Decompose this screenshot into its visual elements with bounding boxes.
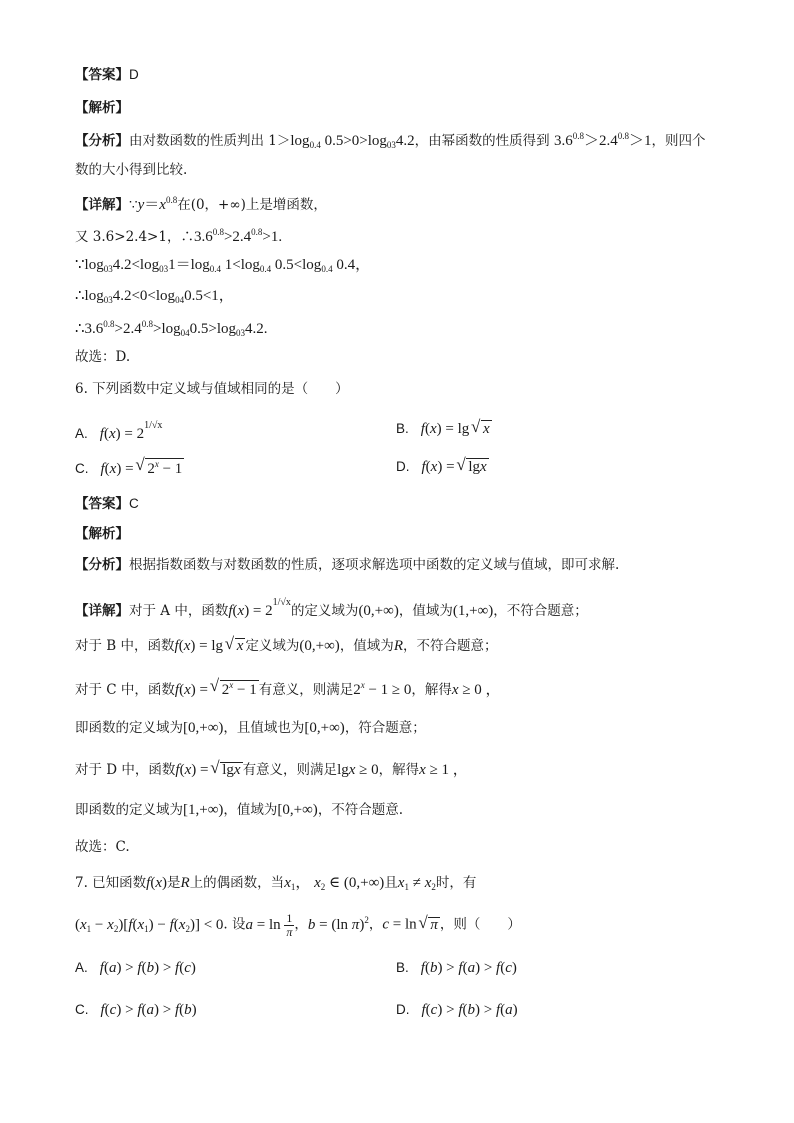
fenxi-text: ，由幂函数的性质得到 [414, 133, 554, 149]
math-expr: f [175, 762, 180, 778]
option-label: A. [75, 960, 88, 975]
math-expr: f [421, 459, 426, 475]
option-7d [396, 1002, 518, 1019]
answer-label: 【答案】 [75, 496, 129, 512]
math-expr: $3.6^{0.8}>2.4^{0.8}>1$ [553, 131, 652, 149]
math-expr: f(c) > f(a) > f(b) [100, 1002, 197, 1018]
body-text: ，值域为 [223, 802, 278, 818]
math-expr: $(x) = 2^{1/√x}$ [232, 597, 291, 619]
math-expr: f [100, 461, 105, 477]
math-expr: [0,+∞) [183, 720, 224, 736]
option-label: C. [75, 1002, 89, 1017]
xiangjie-line-6b [75, 638, 497, 654]
body-text: 定义域为 [245, 638, 300, 654]
xiangjie-line-6d [75, 721, 426, 736]
math-expr: $(x) = 2^{1/√x}$ [103, 420, 163, 442]
math-expr: $\therefore 3.6^{0.8}>2.4^{0.8}>\log_{04}0.5>\log_{03}4.2$. [75, 319, 268, 338]
xiangjie-line-6g [75, 841, 130, 855]
math-expr: x ≥ 0 ， [451, 682, 501, 698]
answer-line-5 [75, 68, 139, 83]
math-expr: f [228, 603, 233, 619]
body-text: ，解得 [411, 682, 452, 698]
math-expr: (1,+∞) [452, 603, 494, 619]
option-label: D. [396, 1002, 410, 1017]
fenxi-line-5b [75, 164, 187, 178]
math-expr: √ lgx [212, 762, 242, 778]
fenxi-text: 根据指数函数与对数函数的性质，逐项求解选项中函数的定义域与值域，即可求解. [129, 557, 620, 573]
body-text: 对于 A 中，函数 [129, 603, 229, 619]
math-expr: $(x_1 - x_2)[f(x_1) - f(x_2)] < 0$ [75, 916, 224, 934]
question-text: 是 [167, 875, 181, 891]
option-label: B. [396, 960, 409, 975]
option-7a [75, 960, 196, 977]
body-text: 又 3.6>2.4>1，∴ [75, 229, 194, 245]
math-expr: (x) = lg [424, 421, 473, 437]
xiangjie-label: 【详解】 [75, 197, 129, 213]
math-expr: f [99, 426, 104, 442]
body-text: 有意义，则满足 [242, 762, 338, 778]
math-expr: $\because\log_{03}4.2<\log_{03}1=\log_{0.4}$ $1<\log_{0.4}$ $0.5<\log_{0.4}$ 0.4， [75, 257, 371, 274]
body-text: ，不符合题意. [317, 802, 404, 818]
question-6-title [75, 383, 349, 397]
math-expr: √ π [420, 917, 440, 933]
body-text: ，不符合题意； [402, 638, 498, 654]
option-6b [396, 420, 492, 438]
math-expr: √ lgx [458, 458, 488, 476]
question-text: ， [294, 916, 308, 933]
line-5c [75, 289, 234, 305]
math-expr: $=x^{0.8}$ [144, 195, 178, 213]
xiangjie-line-6c [75, 680, 501, 698]
math-expr: (x) [150, 875, 168, 891]
math-expr: y [137, 197, 145, 213]
xiangjie-text: ∵ [129, 197, 138, 213]
math-expr: f(c) > f(b) > f(a) [421, 1002, 518, 1018]
body-text: 有意义，则满足 [258, 682, 354, 698]
body-text: ，解得 [378, 762, 420, 778]
line-5e [75, 351, 130, 365]
math-expr: b = (ln π)$^2$ [307, 914, 369, 933]
math-expr: c = ln [382, 916, 421, 933]
answer-value: D [129, 67, 139, 82]
math-expr: $\log_{0.4} 0.5>0>\log_{03}4.2$ [290, 133, 415, 150]
question-text: 6. 下列函数中定义域与值域相同的是（ ） [75, 381, 349, 397]
math-expr: $2^x - 1 \ge 0$ [353, 680, 412, 698]
math-expr: $x_1 \ne x_2$ [397, 875, 436, 892]
fenxi-label: 【分析】 [75, 133, 129, 149]
math-expr: a = ln $\frac{1}{\pi}$ [245, 911, 293, 939]
analysis-label-6 [75, 528, 129, 542]
analysis-label: 【解析】 [75, 526, 129, 542]
question-text: 时，有 [435, 875, 477, 891]
analysis-label-5 [75, 102, 129, 116]
question-7-line-1 [75, 876, 476, 892]
question-text: 且 [384, 875, 398, 891]
body-text: ，值域为 [339, 638, 394, 654]
math-expr: (x) = [179, 762, 213, 778]
math-expr: (0,+∞) [358, 603, 399, 619]
math-expr: √ $2^x - 1$ [137, 458, 184, 478]
option-7c [75, 1002, 197, 1019]
option-6d [396, 458, 489, 476]
body-text: ，且值域也为 [223, 720, 305, 736]
math-expr: R [393, 638, 403, 654]
xiangjie-line-6f [75, 803, 403, 818]
math-expr: [1,+∞) [183, 802, 224, 818]
analysis-label: 【解析】 [75, 100, 129, 116]
option-label: C. [75, 461, 89, 476]
math-expr: R [180, 875, 190, 891]
question-text: . 设 [223, 916, 246, 933]
math-expr: lgx ≥ 0 [337, 762, 379, 778]
fenxi-text: ，则四个 [651, 133, 706, 149]
math-expr: (x) = [104, 461, 138, 477]
option-6a [75, 420, 162, 443]
body-text: 即函数的定义域为 [75, 720, 183, 736]
math-expr: f [174, 682, 180, 698]
line-5d [75, 320, 268, 338]
answer-label: 【答案】 [75, 67, 129, 83]
body-text: 的定义域为 [290, 603, 359, 619]
body-text: 故选：C. [75, 839, 130, 855]
body-text: ，符合题意； [344, 720, 426, 736]
fenxi-text: 数的大小得到比较. [75, 162, 188, 178]
option-6c [75, 458, 184, 478]
math-expr: (x) = [425, 459, 459, 475]
question-text: 7. 已知函数 [75, 875, 147, 891]
math-expr: $3.6^{0.8}>2.4^{0.8}>1$. [193, 227, 283, 245]
xiangjie-label: 【详解】 [75, 603, 129, 619]
line-5a [75, 228, 282, 245]
math-expr: x ≥ 1 ， [419, 762, 468, 778]
math-expr: [0,+∞) [277, 802, 318, 818]
math-expr: [0,+∞) [304, 720, 345, 736]
math-expr: (0,+∞) [299, 638, 340, 654]
xiangjie-text: 在(0，+∞)上是增函数， [177, 197, 327, 213]
math-expr: f(a) > f(b) > f(c) [99, 960, 196, 976]
option-label: B. [396, 421, 409, 436]
body-text: 对于 B 中，函数 [75, 638, 175, 654]
line-5b [75, 258, 370, 274]
math-expr: √ x [227, 638, 246, 654]
body-text: 对于 C 中，函数 [75, 682, 175, 698]
math-expr: (x) = lg [178, 638, 227, 654]
body-text: 对于 D 中，函数 [75, 762, 176, 778]
body-text: 故选：D. [75, 349, 131, 365]
body-text: ，不符合题意； [493, 603, 588, 619]
fenxi-label: 【分析】 [75, 557, 129, 573]
xiangjie-line-6a [75, 598, 588, 619]
math-expr: f [146, 875, 151, 891]
body-text: 即函数的定义域为 [75, 802, 183, 818]
option-label: D. [396, 459, 410, 474]
answer-value: C [129, 496, 139, 511]
math-expr: (x) = [179, 682, 212, 698]
math-expr: $x_1$， $x_2$ ∈ (0,+∞) [284, 875, 385, 892]
math-expr: √ $2^x - 1$ [212, 680, 259, 698]
math-expr: f [174, 638, 179, 654]
math-expr: f(b) > f(a) > f(c) [420, 960, 517, 976]
xiangjie-line-5 [75, 196, 327, 213]
question-text: ，则（ ） [439, 916, 521, 933]
fenxi-text: 由对数函数的性质判出 1＞ [129, 133, 291, 149]
question-7-line-2 [75, 912, 521, 938]
option-7b [396, 960, 517, 977]
option-label: A. [75, 426, 88, 441]
math-expr: f [420, 421, 425, 437]
fenxi-line-6 [75, 559, 619, 573]
question-text: ， [368, 916, 383, 933]
answer-line-6 [75, 497, 139, 512]
xiangjie-line-6e [75, 762, 468, 778]
body-text: ，值域为 [398, 603, 453, 619]
question-text: 上的偶函数，当 [189, 875, 285, 891]
fenxi-line-5 [75, 132, 705, 150]
math-expr: √ x [473, 420, 492, 438]
math-expr: $\therefore\log_{03}4.2<0<\log_{04}0.5<1$， [75, 288, 234, 305]
